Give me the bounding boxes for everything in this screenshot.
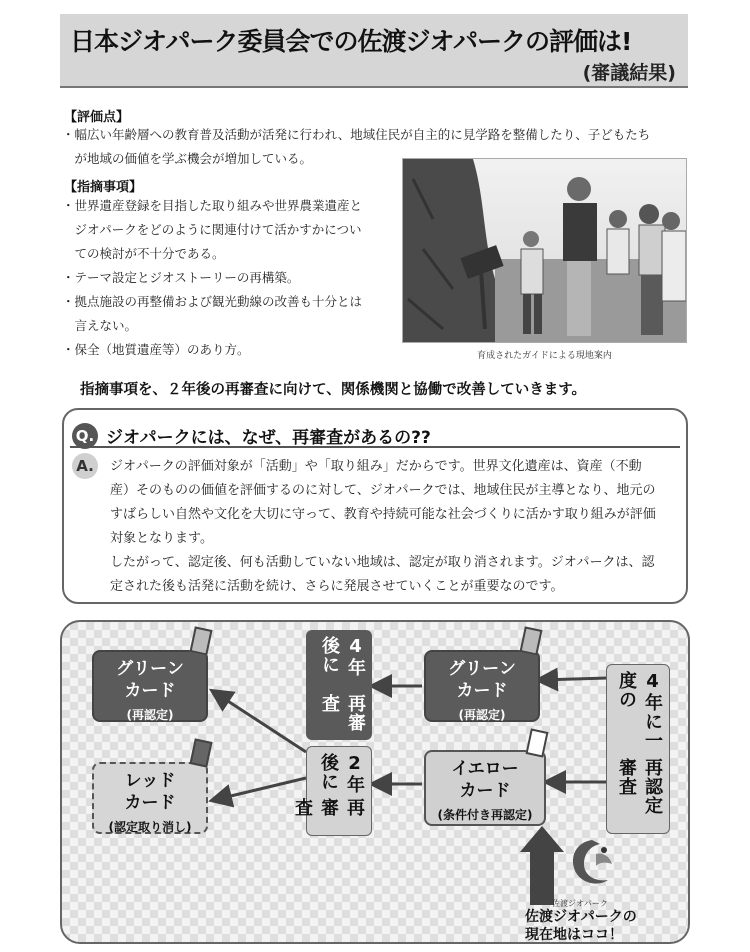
green-card-label: グリーン カード bbox=[116, 659, 184, 701]
green-card-label: グリーン カード bbox=[448, 659, 516, 701]
current-location-line: 現在地はココ！ bbox=[525, 927, 623, 943]
red-card-label: レッド カード bbox=[124, 771, 176, 813]
yellow-card bbox=[424, 750, 546, 826]
evaluation-line: が地域の価値を学ぶ機会が増加している。 bbox=[62, 151, 313, 166]
answer-line: すばらしい自然や文化を大切に守って、教育や持続可能な社会づくりに活かす取り組みが評価 bbox=[110, 507, 656, 522]
evaluation-line: ・幅広い年齢層への教育普及活動が活発に行われ、地域住民が自主的に見学路を整備したり、子どもたち bbox=[62, 127, 651, 142]
issue-line: ・保全（地質遺産等）のあり方。 bbox=[62, 342, 250, 357]
every4-line-a: 再認定審査 bbox=[616, 757, 663, 815]
photo-caption: 育成されたガイドによる現地案内 bbox=[477, 351, 612, 361]
red-card bbox=[92, 762, 208, 834]
arrow-to-green-right bbox=[540, 678, 608, 680]
issue-line: ジオパークをどのように関連付けて活かすかについ bbox=[62, 222, 362, 237]
issues-heading: 【指摘事項】 bbox=[64, 180, 143, 195]
current-location-line: 佐渡ジオパークの bbox=[525, 909, 637, 925]
issue-line: ての検討が不十分である。 bbox=[62, 246, 225, 261]
page-title: 日本ジオパーク委員会での佐渡ジオパークの評価は! bbox=[70, 27, 632, 56]
arrow-to-green-left bbox=[214, 692, 306, 752]
green-card-right bbox=[424, 650, 540, 722]
arrow-to-red bbox=[214, 778, 306, 800]
review2-line-b: 2年後に bbox=[318, 753, 365, 794]
every4-line-b: 4年に一度の bbox=[616, 671, 663, 750]
green-card-left bbox=[92, 650, 208, 722]
green-card-sub: (再認定) bbox=[126, 708, 174, 722]
review4-line-a: 再審査 bbox=[319, 693, 366, 732]
issue-line: ・テーマ設定とジオストーリーの再構築。 bbox=[62, 270, 300, 285]
current-location-label bbox=[525, 908, 637, 944]
review4-line-b: 4年後に bbox=[319, 636, 366, 677]
a-badge: A. bbox=[72, 453, 98, 479]
answer-line: ジオパークの評価対象が「活動」や「取り組み」だからです。世界文化遺産は、資産（不動 bbox=[110, 459, 642, 474]
every-4-years-box bbox=[606, 664, 670, 834]
issue-line: 言えない。 bbox=[62, 318, 138, 333]
question-text: ジオパークには、なぜ、再審査があるの?? bbox=[106, 428, 431, 448]
yellow-card-label: イエロー カード bbox=[451, 759, 519, 801]
issue-line: ・世界遺産登録を目指した取り組みや世界農業遺産と bbox=[62, 198, 363, 213]
answer-line: したがって、認定後、何も活動していない地域は、認定が取り消されます。ジオパークは、認 bbox=[110, 555, 655, 570]
review-2-years-box bbox=[292, 746, 372, 836]
answer-line: 対象となります。 bbox=[110, 531, 213, 546]
review-4-years-box bbox=[306, 630, 372, 740]
summary-statement: 指摘事項を、２年後の再審査に向けて、関係機関と協働で改善していきます。 bbox=[80, 382, 587, 398]
evaluation-heading: 【評価点】 bbox=[64, 110, 130, 125]
issue-line: ・拠点施設の再整備および観光動線の改善も十分とは bbox=[62, 294, 363, 309]
page-subtitle: (審議結果) bbox=[582, 62, 676, 84]
current-location-arrow bbox=[520, 826, 564, 905]
answer-line: 産）そのものの価値を評価するのに対して、ジオパークでは、地域住民が主導となり、地元の bbox=[110, 483, 656, 498]
yellow-card-sub: (条件付き再認定) bbox=[437, 808, 533, 822]
q-badge: Q. bbox=[72, 423, 98, 449]
logo-label: 佐渡ジオパーク bbox=[552, 899, 608, 908]
review2-line-a: 再審査 bbox=[292, 797, 365, 817]
red-card-sub: (認定取り消し) bbox=[108, 820, 192, 834]
green-card-sub: (再認定) bbox=[458, 708, 506, 722]
answer-line: 定された後も活発に活動を続け、さらに発展させていくことが重要なのです。 bbox=[110, 579, 564, 594]
sado-geopark-logo-icon bbox=[566, 836, 618, 892]
